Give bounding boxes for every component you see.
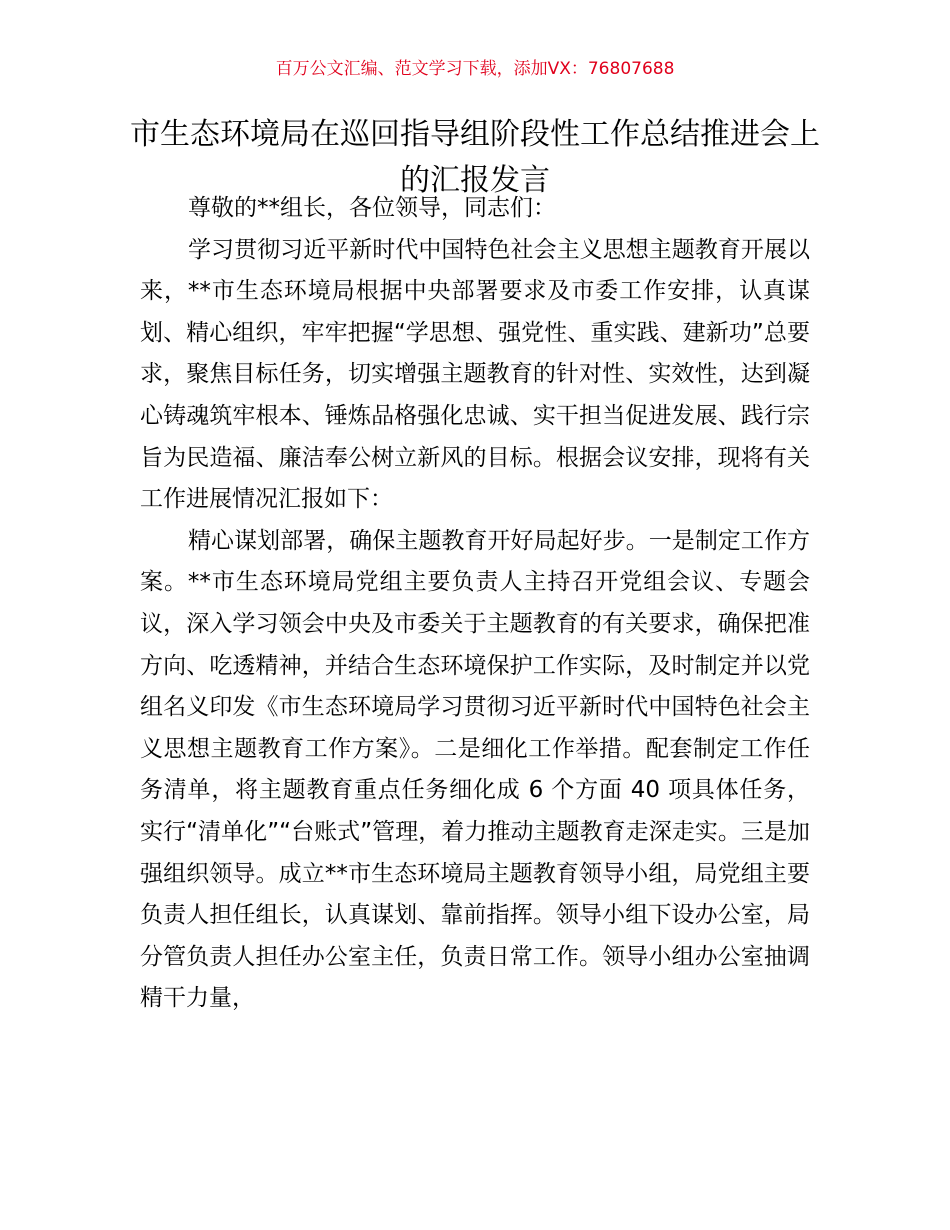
body-paragraph-2: 精心谋划部署，确保主题教育开好局起好步。一是制定工作方案。**市生态环境局党组主要负责人主持召开党组会议、专题会议，深入学习领会中央及市委关于主题教育的有关要求，确保把准方向、吃透精神，并结合生态环境保护工作实际，及时制定并以党组名义印发《市生态环境局学习贯彻习近平新时代中国特色社会主义思想主题教育工作方案》。二是细化工作举措。配套制定工作任务清单，将主题教育重点任务细化成 6 个方面 40 项具体任务，实行“清单化”“台账式”管理，着力推动主题教育走深走实。三是加强组织领导。成立**市生态环境局主题教育领导小组，局党组主要负责人担任组长，认真谋划、靠前指挥。领导小组下设办公室，局分管负责人担任办公室主任，负责日常工作。领导小组办公室抽调精干力量， — [140, 527, 810, 1012]
document-body — [140, 188, 810, 1020]
header-banner: 百万公文汇编、范文学习下载，添加VX：76807688 — [275, 59, 675, 79]
document-title: 市生态环境局在巡回指导组阶段性工作总结推进会上的汇报发言 — [130, 117, 820, 198]
body-paragraph-1: 学习贯彻习近平新时代中国特色社会主义思想主题教育开展以来，**市生态环境局根据中央部署要求及市委工作安排，认真谋划、精心组织，牢牢把握“学思想、强党性、重实践、建新功”总要求，聚焦目标任务，切实增强主题教育的针对性、实效性，达到凝心铸魂筑牢根本、锤炼品格强化忠诚、实干担当促进发展、践行宗旨为民造福、廉洁奉公树立新风的目标。根据会议安排，现将有关工作进展情况汇报如下： — [140, 236, 810, 513]
salutation: 尊敬的**组长，各位领导，同志们： — [188, 195, 556, 221]
